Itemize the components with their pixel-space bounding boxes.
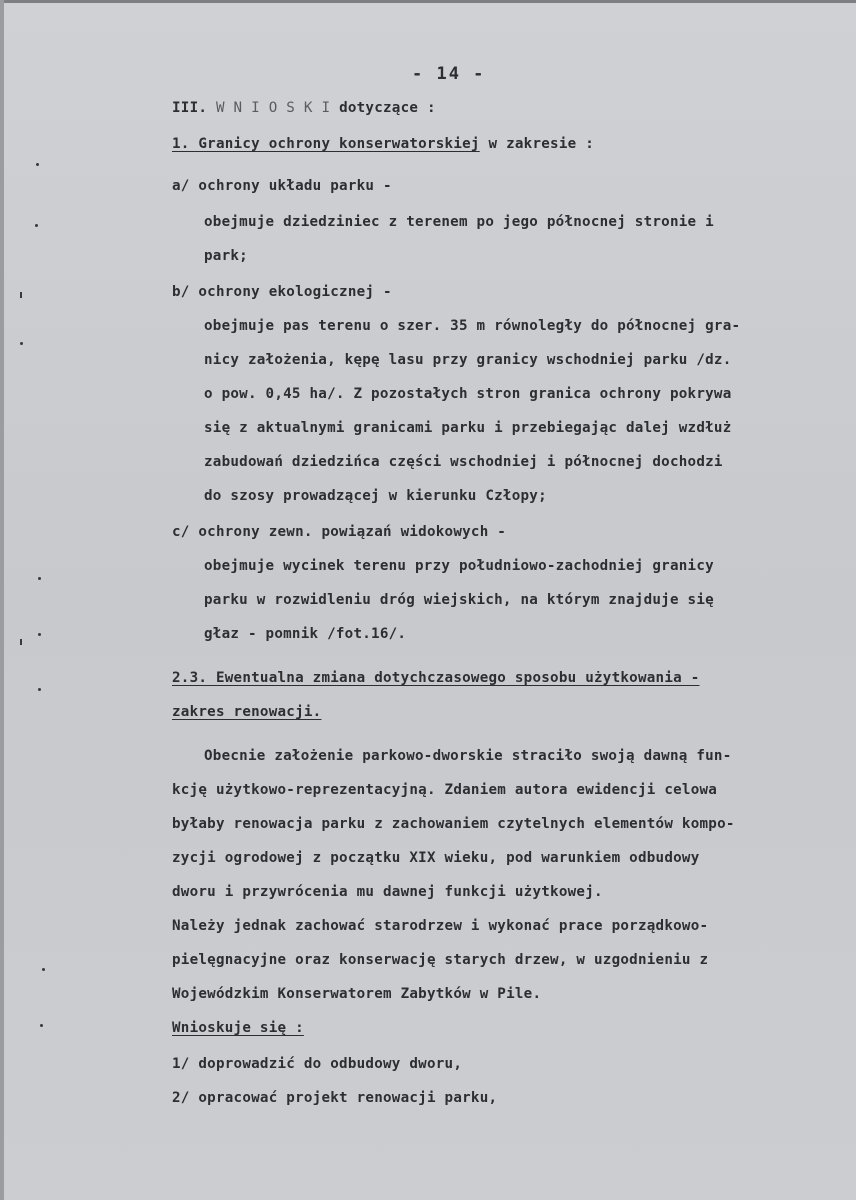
item-a-line: park;	[204, 248, 248, 264]
margin-speck	[42, 968, 45, 971]
item-c-label: c/ ochrony zewn. powiązań widokowych -	[172, 524, 507, 540]
section1-title	[172, 136, 594, 152]
item-b-line: nicy założenia, kępę lasu przy granicy wschodniej parku /dz.	[204, 352, 732, 368]
scan-edge-top	[0, 0, 856, 3]
item-b-line: obejmuje pas terenu o szer. 35 m równoległy do północnej gra-	[204, 318, 741, 334]
margin-speck	[38, 633, 41, 636]
section1-title-rest: w zakresie :	[488, 136, 595, 152]
page-number: - 14 -	[412, 64, 486, 84]
item-b-line: zabudowań dziedzińca części wschodniej i północnej dochodzi	[204, 454, 723, 470]
paragraph-line: byłaby renowacja parku z zachowaniem czytelnych elementów kompo-	[172, 816, 735, 832]
margin-speck	[38, 688, 41, 691]
paragraph-line: Obecnie założenie parkowo-dworskie straciło swoją dawną fun-	[204, 748, 732, 764]
wnioskuje-heading: Wnioskuje się :	[172, 1020, 304, 1036]
item-c-line: głaz - pomnik /fot.16/.	[204, 626, 407, 642]
item-c-line: obejmuje wycinek terenu przy południowo-zachodniej granicy	[204, 558, 714, 574]
paragraph-line: pielęgnacyjne oraz konserwację starych drzew, w uzgodnieniu z	[172, 952, 709, 968]
heading-rest: dotyczące :	[339, 100, 436, 116]
heading-numeral: III.	[172, 100, 208, 116]
paragraph-line: kcję użytkowo-reprezentacyjną. Zdaniem autora ewidencji celowa	[172, 782, 718, 798]
section23-title-line2: zakres renowacji.	[172, 704, 322, 720]
margin-speck	[20, 342, 23, 345]
request-item: 2/ opracować projekt renowacji parku,	[172, 1090, 498, 1106]
section23-title: 2.3. Ewentualna zmiana dotychczasowego sposobu użytkowania -	[172, 670, 700, 686]
paragraph-line: Wojewódzkim Konserwatorem Zabytków w Pile.	[172, 986, 542, 1002]
item-a-line: obejmuje dziedziniec z terenem po jego północnej stronie i	[204, 214, 714, 230]
section1-title-underlined: 1. Granicy ochrony konserwatorskiej	[172, 136, 480, 152]
margin-speck	[20, 292, 22, 298]
request-item: 1/ doprowadzić do odbudowy dworu,	[172, 1056, 463, 1072]
item-b-line: się z aktualnymi granicami parku i przebiegając dalej wzdłuż	[204, 420, 732, 436]
item-b-line: do szosy prowadzącej w kierunku Człopy;	[204, 488, 547, 504]
margin-speck	[20, 639, 22, 645]
paragraph-line: zycji ogrodowej z początku XIX wieku, pod warunkiem odbudowy	[172, 850, 700, 866]
paragraph-line: Należy jednak zachować starodrzew i wykonać prace porządkowo-	[172, 918, 709, 934]
item-c-line: parku w rozwidleniu dróg wiejskich, na którym znajduje się	[204, 592, 714, 608]
margin-speck	[40, 1024, 43, 1027]
heading-title: W N I O S K I	[215, 100, 331, 116]
item-b-line: o pow. 0,45 ha/. Z pozostałych stron granica ochrony pokrywa	[204, 386, 732, 402]
paragraph-line: dworu i przywrócenia mu dawnej funkcji użytkowej.	[172, 884, 603, 900]
scan-edge-left	[0, 0, 4, 1200]
heading	[172, 100, 436, 116]
item-a-label: a/ ochrony układu parku -	[172, 178, 392, 194]
item-b-label: b/ ochrony ekologicznej -	[172, 284, 392, 300]
margin-speck	[35, 224, 38, 227]
margin-speck	[36, 163, 39, 166]
margin-speck	[38, 577, 41, 580]
